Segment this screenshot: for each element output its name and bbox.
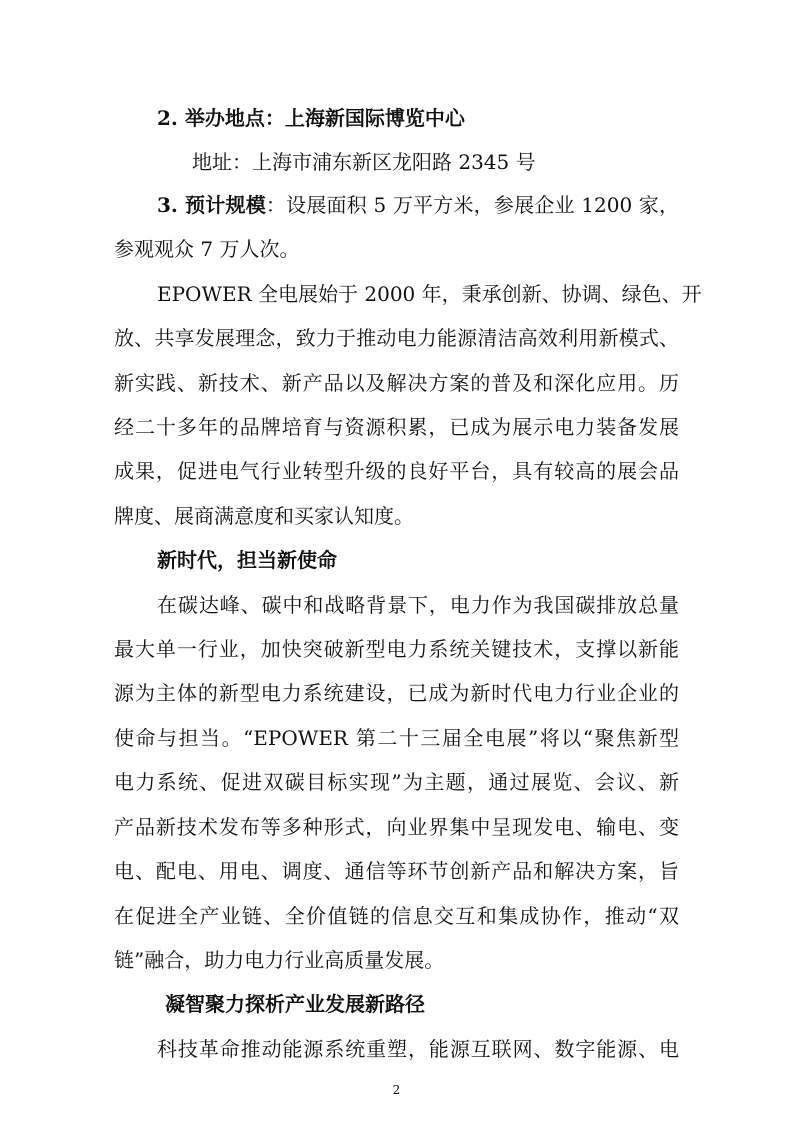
item3-line-2: 参观观众 7 万人次。 bbox=[114, 237, 300, 261]
para2-line-9: 链”融合，助力电力行业高质量发展。 bbox=[114, 948, 445, 972]
para1-line-1: EPOWER 全电展始于 2000 年，秉承创新、协调、绿色、开 bbox=[157, 282, 702, 306]
para2-line-6: 产品新技术发布等多种形式，向业界集中呈现发电、输电、变 bbox=[114, 815, 679, 839]
page-number: 2 bbox=[392, 1083, 401, 1097]
section-heading-new-era: 新时代，担当新使命 bbox=[157, 548, 337, 572]
para2-line-8: 在促进全产业链、全价值链的信息交互和集成协作，推动“双 bbox=[114, 904, 679, 928]
section-heading-new-path: 凝智聚力探析产业发展新路径 bbox=[165, 992, 425, 1016]
item2-address: 地址：上海市浦东新区龙阳路 2345 号 bbox=[192, 150, 536, 174]
para2-line-7: 电、配电、用电、调度、通信等环节创新产品和解决方案，旨 bbox=[114, 859, 679, 883]
item3-text: ：设展面积 5 万平方米，参展企业 1200 家， bbox=[265, 193, 679, 217]
item3-line-1 bbox=[157, 192, 679, 218]
para2-line-5: 电力系统、促进双碳目标实现”为主题，通过展览、会议、新 bbox=[114, 770, 679, 794]
item2-heading: 2. 举办地点：上海新国际博览中心 bbox=[157, 106, 465, 130]
para1-line-6: 牌度、展商满意度和买家认知度。 bbox=[114, 504, 414, 528]
para1-line-3: 新实践、新技术、新产品以及解决方案的普及和深化应用。历 bbox=[114, 371, 679, 395]
item3-heading: 3. 预计规模 bbox=[157, 193, 266, 217]
para2-line-2: 最大单一行业，加快突破新型电力系统关键技术，支撑以新能 bbox=[114, 637, 679, 661]
para1-line-5: 成果，促进电气行业转型升级的良好平台，具有较高的展会品 bbox=[114, 459, 679, 483]
para3-line-1: 科技革命推动能源系统重塑，能源互联网、数字能源、电 bbox=[157, 1037, 679, 1061]
para2-line-3: 源为主体的新型电力系统建设，已成为新时代电力行业企业的 bbox=[114, 681, 679, 705]
para1-line-4: 经二十多年的品牌培育与资源积累，已成为展示电力装备发展 bbox=[114, 415, 679, 439]
para2-line-1: 在碳达峰、碳中和战略背景下，电力作为我国碳排放总量 bbox=[157, 593, 679, 617]
para2-line-4: 使命与担当。“EPOWER 第二十三届全电展”将以“聚焦新型 bbox=[114, 726, 679, 750]
para1-line-2: 放、共享发展理念，致力于推动电力能源清洁高效利用新模式、 bbox=[114, 326, 679, 350]
